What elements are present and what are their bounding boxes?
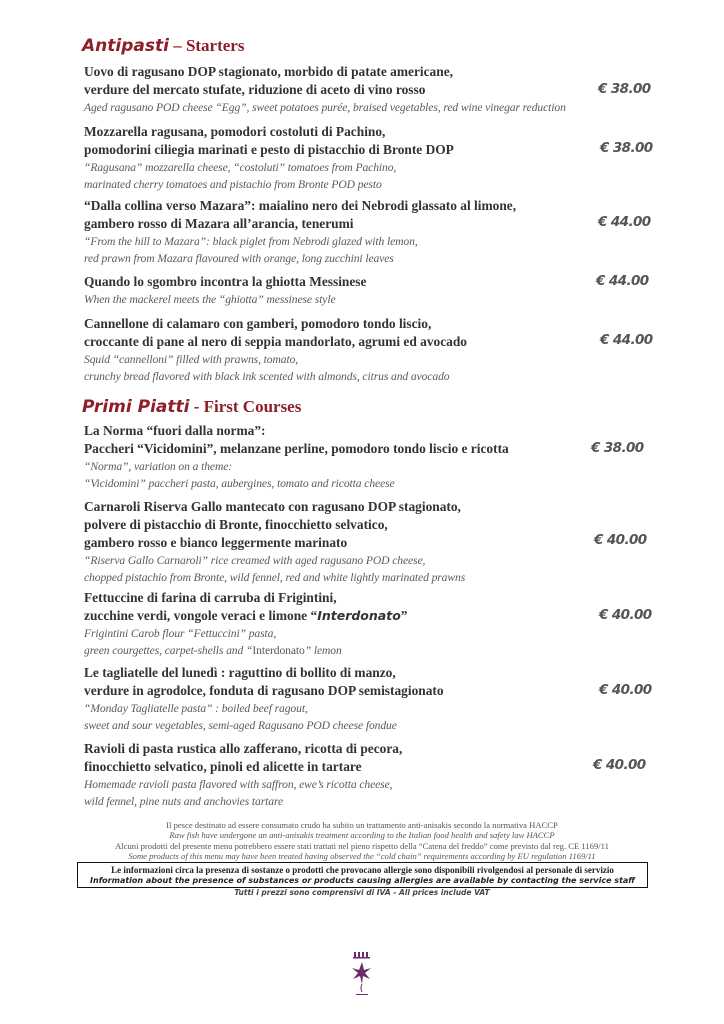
legal-notes: [60, 820, 664, 861]
dish-price: € 44.00: [598, 214, 651, 230]
dish-translation-line: sweet and sour vegetables, semi-aged Ragusano POD cheese fondue: [84, 719, 397, 732]
dish-price: € 40.00: [594, 532, 647, 548]
dish-translation-line: red prawn from Mazara flavoured with orange, long zucchini leaves: [84, 252, 394, 265]
dish-translation-line: “Vicidomini” paccheri pasta, aubergines, tomato and ricotta cheese: [84, 477, 395, 490]
dish-name-line: verdure in agrodolce, fonduta di ragusano DOP semistagionato: [84, 683, 444, 698]
dish-translation-line: green courgettes, carpet-shells and “Interdonato” lemon: [84, 644, 342, 657]
dish-primo-5: [84, 740, 604, 810]
dish-name-line: Fettuccine di farina di carruba di Frigintini,: [84, 590, 337, 605]
dish-primo-2: [84, 498, 604, 586]
dish-antipasto-2: [84, 123, 604, 193]
anisakis-note-en: Raw fish have undergone an anti-anisakis treatment according to the Italian food health and safety law HACCP: [169, 830, 555, 841]
dish-name-line: Carnaroli Riserva Gallo mantecato con ragusano DOP stagionato,: [84, 499, 461, 514]
dish-name-line: gambero rosso di Mazara all’arancia, tenerumi: [84, 216, 354, 231]
dish-name-line: Uovo di ragusano DOP stagionato, morbido di patate americane,: [84, 64, 453, 79]
dish-antipasto-1: [84, 63, 604, 116]
dish-translation-line: “Norma”, variation on a theme:: [84, 460, 233, 473]
dish-translation-line: Squid “cannelloni” filled with prawns, tomato,: [84, 353, 299, 366]
dish-name-line: Mozzarella ragusana, pomodori costoluti di Pachino,: [84, 124, 386, 139]
dish-name-line: La Norma “fuori dalla norma”:: [84, 423, 266, 438]
vat-notice: Tutti i prezzi sono comprensivi di IVA - All prices include VAT: [234, 888, 490, 897]
dish-name-line: finocchietto selvatico, pinoli ed alicette in tartare: [84, 759, 362, 774]
dish-name-line: croccante di pane al nero di seppia mandorlato, agrumi ed avocado: [84, 334, 467, 349]
dish-name-line: pomodorini ciliegia marinati e pesto di pistacchio di Bronte DOP: [84, 142, 454, 157]
dish-translation-line: “Riserva Gallo Carnaroli” rice creamed with aged ragusano POD cheese,: [84, 554, 426, 567]
dish-price: € 40.00: [593, 757, 646, 773]
dish-translation-line: Aged ragusano POD cheese “Egg”, sweet potatoes purée, braised vegetables, red wine vinegar reduction: [84, 101, 566, 114]
dish-antipasto-5: [84, 315, 604, 385]
dish-name-line: verdure del mercato stufate, riduzione di aceto di vino rosso: [84, 82, 426, 97]
dish-name-line: Le tagliatelle del lunedì : raguttino di bollito di manzo,: [84, 665, 396, 680]
dish-name-line: Paccheri “Vicidomini”, melanzane perline, pomodoro tondo liscio e ricotta: [84, 441, 509, 456]
restaurant-crest-logo: [347, 950, 377, 998]
dish-primo-3: [84, 589, 604, 659]
dish-translation-line: When the mackerel meets the “ghiotta” messinese style: [84, 293, 336, 306]
dish-translation-line: “Ragusana” mozzarella cheese, “costoluti” tomatoes from Pachino,: [84, 161, 397, 174]
dish-name-line: gambero rosso e bianco leggermente marinato: [84, 535, 348, 550]
dish-translation-line: marinated cherry tomatoes and pistachio from Bronte POD pesto: [84, 178, 382, 191]
primi-piatti-title: Primi Piatti - First Courses: [82, 397, 302, 417]
dish-name-line: zucchine verdi, vongole veraci e limone “Interdonato”: [84, 608, 408, 623]
cold-chain-note-it: Alcuni prodotti del presente menu potrebbero essere stati trattati nel pieno rispetto della “Catena del freddo” come previsto dal reg. CE 1169/11: [115, 840, 609, 851]
dish-primo-4: [84, 664, 604, 734]
allergy-notice-en: Information about the presence of substances or products causing allergies are available by contacting the service staff: [90, 876, 635, 885]
dish-price: € 40.00: [599, 607, 652, 623]
dish-name-line: Ravioli di pasta rustica allo zafferano, ricotta di pecora,: [84, 741, 403, 756]
brand-name: Interdonato: [317, 608, 401, 623]
dish-translation-line: crunchy bread flavored with black ink scented with almonds, citrus and avocado: [84, 370, 450, 383]
dish-price: € 38.00: [598, 81, 651, 97]
dish-translation-line: chopped pistachio from Bronte, wild fennel, red and white lightly marinated prawns: [84, 571, 466, 584]
dish-antipasto-4: [84, 273, 604, 308]
dish-translation-line: “Monday Tagliatelle pasta” : boiled beef ragout,: [84, 702, 308, 715]
allergy-notice-box: [77, 862, 648, 888]
crest-icon: [347, 950, 377, 998]
anisakis-note-it: Il pesce destinato ad essere consumato crudo ha subito un trattamento anti-anisakis secondo la normativa HACCP: [166, 820, 558, 830]
cold-chain-note-en: Some products of this menu may have been treated having observed the “cold chain” requirements according by EU regulation 1169/11: [128, 850, 596, 861]
dish-price: € 38.00: [600, 140, 653, 156]
dish-name-line: “Dalla collina verso Mazara”: maialino nero dei Nebrodi glassato al limone,: [84, 198, 517, 213]
dish-price: € 40.00: [599, 682, 652, 698]
dish-price: € 44.00: [596, 273, 649, 289]
dish-translation-line: Frigintini Carob flour “Fettuccini” pasta,: [84, 627, 277, 640]
dish-antipasto-3: [84, 197, 604, 267]
dish-translation-line: “From the hill to Mazara”: black piglet from Nebrodi glazed with lemon,: [84, 235, 418, 248]
dish-translation-line: wild fennel, pine nuts and anchovies tartare: [84, 795, 284, 808]
dish-primo-1: [84, 422, 604, 492]
dish-price: € 38.00: [591, 440, 644, 456]
dish-name-line: polvere di pistacchio di Bronte, finocchietto selvatico,: [84, 517, 388, 532]
dish-price: € 44.00: [600, 332, 653, 348]
antipasti-title: Antipasti – Starters: [82, 36, 245, 56]
dish-name-line: Cannellone di calamaro con gamberi, pomodoro tondo liscio,: [84, 316, 432, 331]
allergy-notice-it: Le informazioni circa la presenza di sostanze o prodotti che provocano allergie sono disponibili rivolgendosi al personale di servizio: [111, 865, 614, 875]
dish-translation-line: Homemade ravioli pasta flavored with saffron, ewe’s ricotta cheese,: [84, 778, 393, 791]
dish-name-line: Quando lo sgombro incontra la ghiotta Messinese: [84, 274, 367, 289]
